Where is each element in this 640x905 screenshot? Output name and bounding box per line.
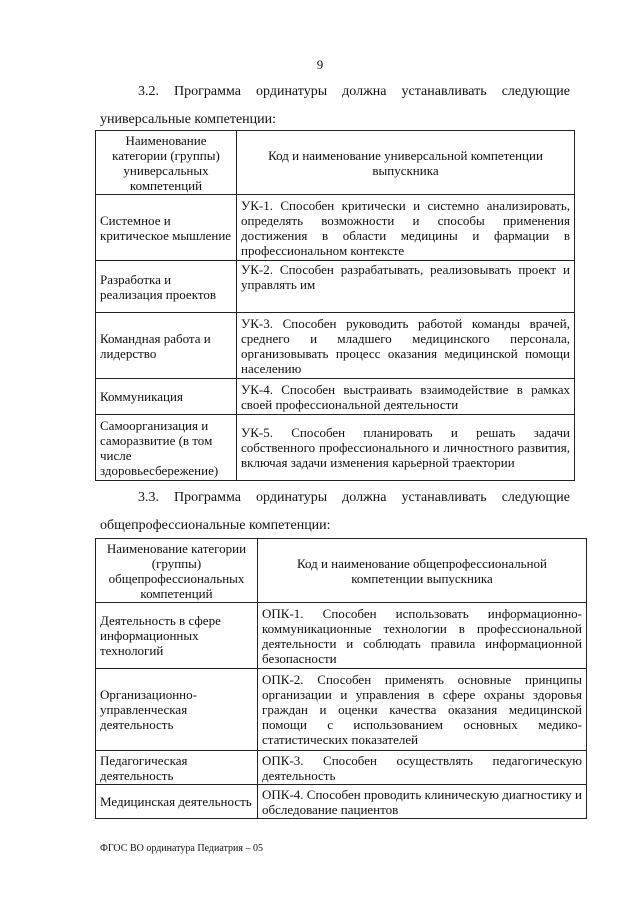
header-competence-cell: Код и наименование универсальной компетенции выпускника	[237, 131, 575, 195]
category-cell: Медицинская деятельность	[96, 785, 258, 819]
competence-cell: УК-2. Способен разрабатывать, реализовывать проект и управлять им	[237, 261, 575, 313]
table-header-row	[96, 539, 587, 603]
category-cell: Коммуникация	[96, 379, 237, 415]
table-header-row	[96, 131, 575, 195]
header-category-cell: Наименование категории (группы) общепрофессиональных компетенций	[96, 539, 258, 603]
header-category-cell: Наименование категории (группы) универсальных компетенций	[96, 131, 237, 195]
category-cell: Разработка и реализация проектов	[96, 261, 237, 313]
table-row	[96, 195, 575, 261]
competence-cell: ОПК-4. Способен проводить клиническую диагностику и обследование пациентов	[258, 785, 587, 819]
section-3-3-intro	[100, 490, 570, 534]
table-row	[96, 785, 587, 819]
section-3-3-line1: 3.3. Программа ординатуры должна устанавливать следующие	[138, 490, 570, 505]
competence-cell: УК-3. Способен руководить работой команды врачей, среднего и младшего медицинского персонала, организовывать процесс оказания медицинской помощи населению	[237, 313, 575, 379]
table-row	[96, 603, 587, 669]
section-3-2-line2: универсальные компетенции:	[100, 112, 277, 127]
competence-cell: УК-4. Способен выстраивать взаимодействие в рамках своей профессиональной деятельности	[237, 379, 575, 415]
section-3-2-intro	[100, 84, 570, 128]
table-row	[96, 379, 575, 415]
section-3-3-line2: общепрофессиональные компетенции:	[100, 518, 331, 533]
category-cell: Командная работа и лидерство	[96, 313, 237, 379]
table-row	[96, 261, 575, 313]
page-number: 9	[316, 57, 324, 72]
category-cell: Организационно-управленческая деятельность	[96, 669, 258, 751]
category-cell: Системное и критическое мышление	[96, 195, 237, 261]
universal-competences-table	[95, 130, 575, 481]
table-row	[96, 751, 587, 785]
competence-cell: УК-5. Способен планировать и решать задачи собственного профессионального и личностного развития, включая задачи изменения карьерной траектории	[237, 415, 575, 481]
table-row	[96, 415, 575, 481]
competence-cell: УК-1. Способен критически и системно анализировать, определять возможности и способы применения достижения в области медицины и фармации в профессиональном контексте	[237, 195, 575, 261]
header-competence-cell: Код и наименование общепрофессиональной компетенции выпускника	[258, 539, 587, 603]
section-3-2-line1: 3.2. Программа ординатуры должна устанавливать следующие	[138, 84, 570, 99]
competence-cell: ОПК-2. Способен применять основные принципы организации и управления в сфере охраны здоровья граждан и оценки качества оказания медицинской помощи с использованием основных медико-статистических показателей	[258, 669, 587, 751]
category-cell: Деятельность в сфере информационных технологий	[96, 603, 258, 669]
competence-cell: ОПК-1. Способен использовать информационно-коммуникационные технологии в профессиональной деятельности и соблюдать правила информационной безопасности	[258, 603, 587, 669]
table-row	[96, 313, 575, 379]
category-cell: Самоорганизация и саморазвитие (в том числе здоровьесбережение)	[96, 415, 237, 481]
footer: ФГОС ВО ординатура Педиатрия – 05	[100, 843, 263, 854]
competence-cell: ОПК-3. Способен осуществлять педагогическую деятельность	[258, 751, 587, 785]
category-cell: Педагогическая деятельность	[96, 751, 258, 785]
table-row	[96, 669, 587, 751]
general-professional-competences-table	[95, 538, 587, 819]
